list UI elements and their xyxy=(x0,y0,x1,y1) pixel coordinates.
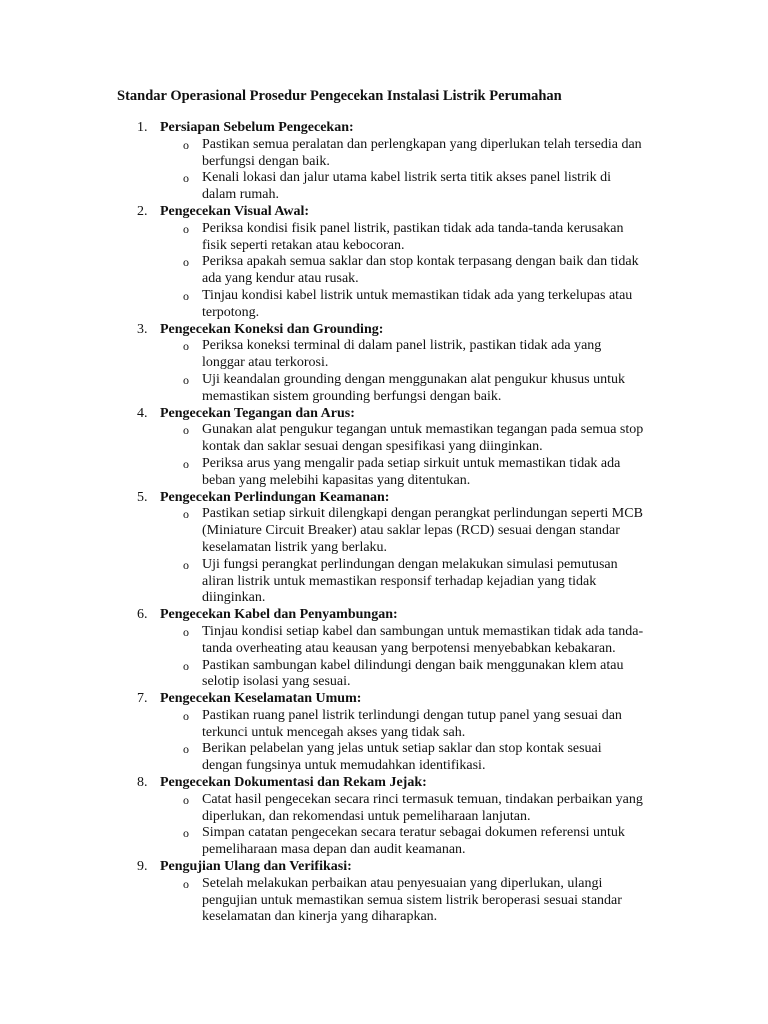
section-number: 8. xyxy=(137,775,148,791)
section-number: 3. xyxy=(137,321,148,337)
bullet-item xyxy=(0,624,651,658)
section-heading-row xyxy=(0,691,768,708)
bullet-list xyxy=(0,137,768,204)
bullet-text-line: Periksa koneksi terminal di dalam panel listrik, pastikan tidak ada yang xyxy=(202,338,602,354)
bullet-marker: o xyxy=(183,255,189,270)
bullet-marker: o xyxy=(183,507,189,522)
bullet-text-line: Tinjau kondisi kabel listrik untuk memastikan tidak ada yang terkelupas atau xyxy=(202,287,633,303)
section-number: 9. xyxy=(137,859,148,875)
bullet-item xyxy=(0,338,651,372)
procedure-section xyxy=(0,120,768,204)
procedure-section xyxy=(0,490,768,608)
bullet-item xyxy=(0,658,651,692)
bullet-item xyxy=(0,825,651,859)
bullet-text-line: Kenali lokasi dan jalur utama kabel listrik serta titik akses panel listrik di xyxy=(202,170,612,186)
procedure-section xyxy=(0,691,768,775)
bullet-marker: o xyxy=(183,221,189,236)
section-heading-row xyxy=(0,775,768,792)
bullet-text-line: Periksa apakah semua saklar dan stop kontak terpasang dengan baik dan tidak xyxy=(202,254,639,270)
bullet-marker: o xyxy=(183,876,189,891)
bullet-text-line: memastikan sistem grounding berfungsi dengan baik. xyxy=(202,388,502,404)
section-heading: Pengecekan Keselamatan Umum: xyxy=(160,691,362,707)
bullet-marker: o xyxy=(183,792,189,807)
section-heading-row xyxy=(0,204,768,221)
bullet-text-line: Periksa kondisi fisik panel listrik, pastikan tidak ada tanda-tanda kerusakan xyxy=(202,220,624,236)
bullet-text-line: Periksa arus yang mengalir pada setiap sirkuit untuk memastikan tidak ada xyxy=(202,455,621,471)
bullet-marker: o xyxy=(183,137,189,152)
bullet-marker: o xyxy=(183,624,189,639)
section-heading: Pengecekan Visual Awal: xyxy=(160,203,310,219)
bullet-marker: o xyxy=(183,742,189,757)
bullet-marker: o xyxy=(183,557,189,572)
bullet-text-line: dengan fungsinya untuk memudahkan identifikasi. xyxy=(202,758,486,774)
bullet-text-line: (Miniature Circuit Breaker) atau saklar lepas (RCD) sesuai dengan standar xyxy=(202,523,620,539)
bullet-text-line: keselamatan listrik yang berlaku. xyxy=(202,539,388,555)
bullet-text-line: ada yang kendur atau rusak. xyxy=(202,271,359,287)
procedure-section xyxy=(0,607,768,691)
bullet-item xyxy=(0,708,651,742)
section-number: 5. xyxy=(137,489,148,505)
bullet-item xyxy=(0,170,651,204)
bullet-text-line: terpotong. xyxy=(202,304,260,320)
procedure-list xyxy=(0,120,768,926)
procedure-section xyxy=(0,775,768,859)
bullet-text-line: Pastikan ruang panel listrik terlindungi dengan tutup panel yang sesuai dan xyxy=(202,707,622,723)
bullet-marker: o xyxy=(183,456,189,471)
procedure-section xyxy=(0,204,768,322)
bullet-text-line: pemeliharaan masa depan dan audit keamanan. xyxy=(202,842,466,858)
bullet-text-line: berfungsi dengan baik. xyxy=(202,153,330,169)
bullet-text-line: Pastikan setiap sirkuit dilengkapi dengan perangkat perlindungan seperti MCB xyxy=(202,506,643,522)
bullet-item xyxy=(0,422,651,456)
bullet-item xyxy=(0,137,651,171)
section-heading-row xyxy=(0,322,768,339)
bullet-text-line: beban yang melebihi kapasitas yang ditentukan. xyxy=(202,472,471,488)
bullet-list xyxy=(0,792,768,859)
section-number: 1. xyxy=(137,120,148,135)
section-heading-row xyxy=(0,406,768,423)
bullet-item xyxy=(0,372,651,406)
bullet-list xyxy=(0,624,768,691)
bullet-item xyxy=(0,254,651,288)
section-heading-row xyxy=(0,607,768,624)
bullet-marker: o xyxy=(183,708,189,723)
section-heading-row xyxy=(0,120,768,137)
bullet-item xyxy=(0,876,651,926)
bullet-item xyxy=(0,456,651,490)
bullet-marker: o xyxy=(183,339,189,354)
section-heading-row xyxy=(0,859,768,876)
procedure-section xyxy=(0,859,768,926)
bullet-marker: o xyxy=(183,288,189,303)
bullet-item xyxy=(0,221,651,255)
bullet-item xyxy=(0,557,651,607)
bullet-marker: o xyxy=(183,372,189,387)
bullet-text-line: Gunakan alat pengukur tegangan untuk memastikan tegangan pada semua stop xyxy=(202,422,644,438)
bullet-text-line: diinginkan. xyxy=(202,590,266,606)
section-heading: Pengecekan Kabel dan Penyambungan: xyxy=(160,607,398,623)
document-title: Standar Operasional Prosedur Pengecekan Instalasi Listrik Perumahan xyxy=(117,88,562,104)
bullet-text-line: terkunci untuk mencegah akses yang tidak sah. xyxy=(202,724,466,740)
bullet-text-line: longgar atau terkorosi. xyxy=(202,355,329,371)
bullet-text-line: aliran listrik untuk memastikan responsif terhadap kejadian yang tidak xyxy=(202,573,597,589)
bullet-text-line: Simpan catatan pengecekan secara teratur sebagai dokumen referensi untuk xyxy=(202,825,625,841)
bullet-text-line: kontak dan saklar sesuai dengan spesifikasi yang diinginkan. xyxy=(202,439,543,455)
section-number: 4. xyxy=(137,405,148,421)
bullet-text-line: Berikan pelabelan yang jelas untuk setiap saklar dan stop kontak sesuai xyxy=(202,741,602,757)
bullet-text-line: tanda overheating atau keausan yang berpotensi menyebabkan kebakaran. xyxy=(202,640,616,656)
bullet-text-line: Uji fungsi perangkat perlindungan dengan melakukan simulasi pemutusan xyxy=(202,556,618,572)
bullet-text-line: Tinjau kondisi setiap kabel dan sambungan untuk memastikan tidak ada tanda- xyxy=(202,623,644,639)
bullet-item xyxy=(0,792,651,826)
bullet-marker: o xyxy=(183,171,189,186)
section-heading: Pengecekan Dokumentasi dan Rekam Jejak: xyxy=(160,775,427,791)
section-heading-row xyxy=(0,490,768,507)
bullet-text-line: Pastikan sambungan kabel dilindungi dengan baik menggunakan klem atau xyxy=(202,657,624,673)
bullet-text-line: dalam rumah. xyxy=(202,187,279,203)
bullet-list xyxy=(0,708,768,775)
bullet-list xyxy=(0,221,768,322)
section-number: 2. xyxy=(137,203,148,219)
bullet-list xyxy=(0,876,768,926)
section-number: 6. xyxy=(137,607,148,623)
section-number: 7. xyxy=(137,691,148,707)
section-heading: Pengecekan Perlindungan Keamanan: xyxy=(160,489,390,505)
section-heading: Pengujian Ulang dan Verifikasi: xyxy=(160,859,352,875)
bullet-list xyxy=(0,338,768,405)
procedure-section xyxy=(0,406,768,490)
section-heading: Persiapan Sebelum Pengecekan: xyxy=(160,120,354,135)
bullet-text-line: Pastikan semua peralatan dan perlengkapan yang diperlukan telah tersedia dan xyxy=(202,136,642,152)
bullet-text-line: Uji keandalan grounding dengan menggunakan alat pengukur khusus untuk xyxy=(202,371,626,387)
bullet-item xyxy=(0,288,651,322)
bullet-text-line: Catat hasil pengecekan secara rinci termasuk temuan, tindakan perbaikan yang xyxy=(202,791,643,807)
bullet-list xyxy=(0,506,768,607)
bullet-text-line: fisik seperti retakan atau kebocoran. xyxy=(202,237,405,253)
procedure-section xyxy=(0,322,768,406)
bullet-text-line: keselamatan dan kinerja yang diharapkan. xyxy=(202,909,438,925)
bullet-item xyxy=(0,506,651,556)
bullet-text-line: pengujian untuk memastikan semua sistem listrik beroperasi sesuai standar xyxy=(202,892,622,908)
section-heading: Pengecekan Koneksi dan Grounding: xyxy=(160,321,384,337)
section-heading: Pengecekan Tegangan dan Arus: xyxy=(160,405,355,421)
bullet-text-line: Setelah melakukan perbaikan atau penyesuaian yang diperlukan, ulangi xyxy=(202,875,603,891)
bullet-text-line: diperlukan, dan rekomendasi untuk pemeliharaan lanjutan. xyxy=(202,808,531,824)
bullet-text-line: selotip isolasi yang sesuai. xyxy=(202,674,351,690)
bullet-marker: o xyxy=(183,826,189,841)
bullet-list xyxy=(0,422,768,489)
bullet-item xyxy=(0,741,651,775)
bullet-marker: o xyxy=(183,423,189,438)
bullet-marker: o xyxy=(183,658,189,673)
